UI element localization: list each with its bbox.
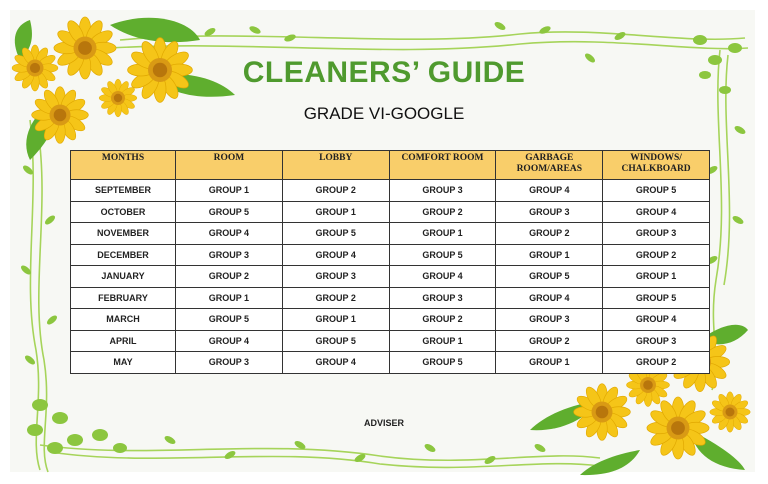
table-cell: GROUP 1: [282, 309, 389, 331]
table-cell: GROUP 4: [176, 330, 283, 352]
table-row: [71, 330, 710, 352]
table-cell: GROUP 1: [496, 244, 603, 266]
header-room: ROOM: [176, 151, 283, 180]
month-cell: OCTOBER: [71, 201, 176, 223]
cleaning-schedule-table: [70, 150, 710, 374]
month-cell: MARCH: [71, 309, 176, 331]
table-cell: GROUP 2: [603, 244, 710, 266]
table-row: [71, 201, 710, 223]
table-cell: GROUP 3: [496, 309, 603, 331]
table-cell: GROUP 1: [389, 223, 496, 245]
month-cell: MAY: [71, 352, 176, 374]
table-cell: GROUP 1: [176, 287, 283, 309]
table-cell: GROUP 1: [282, 201, 389, 223]
table-row: [71, 352, 710, 374]
table-cell: GROUP 5: [603, 180, 710, 202]
table-cell: GROUP 1: [176, 180, 283, 202]
month-cell: SEPTEMBER: [71, 180, 176, 202]
month-cell: NOVEMBER: [71, 223, 176, 245]
table-cell: GROUP 3: [389, 287, 496, 309]
table-cell: GROUP 2: [496, 223, 603, 245]
table-cell: GROUP 4: [496, 287, 603, 309]
table-cell: GROUP 3: [603, 223, 710, 245]
header-lobby: LOBBY: [282, 151, 389, 180]
table-cell: GROUP 5: [282, 330, 389, 352]
month-cell: JANUARY: [71, 266, 176, 288]
header-comfort-room: COMFORT ROOM: [389, 151, 496, 180]
page-subtitle: GRADE VI-GOOGLE: [303, 104, 465, 123]
table-cell: GROUP 2: [282, 287, 389, 309]
table-cell: GROUP 4: [389, 266, 496, 288]
table-cell: GROUP 3: [496, 201, 603, 223]
header-garbage-room: GARBAGE ROOM/AREAS: [496, 151, 603, 180]
adviser-label: ADVISER: [363, 418, 404, 428]
table-cell: GROUP 3: [176, 352, 283, 374]
table-cell: GROUP 5: [389, 352, 496, 374]
month-cell: DECEMBER: [71, 244, 176, 266]
month-cell: FEBRUARY: [71, 287, 176, 309]
table-cell: GROUP 2: [389, 309, 496, 331]
table-cell: GROUP 4: [603, 201, 710, 223]
table-cell: GROUP 2: [389, 201, 496, 223]
table-cell: GROUP 4: [282, 244, 389, 266]
table-cell: GROUP 1: [496, 352, 603, 374]
table-row: [71, 180, 710, 202]
table-row: [71, 266, 710, 288]
table-cell: GROUP 4: [176, 223, 283, 245]
table-cell: GROUP 3: [603, 330, 710, 352]
table-header-row: [71, 151, 710, 180]
header-windows-chalkboard: WINDOWS/ CHALKBOARD: [603, 151, 710, 180]
table-cell: GROUP 5: [176, 309, 283, 331]
table-cell: GROUP 5: [282, 223, 389, 245]
table-cell: GROUP 3: [389, 180, 496, 202]
page-title: CLEANERS’ GUIDE: [242, 56, 526, 89]
table-cell: GROUP 5: [389, 244, 496, 266]
table-cell: GROUP 1: [603, 266, 710, 288]
table-row: [71, 287, 710, 309]
table-cell: GROUP 2: [176, 266, 283, 288]
table-cell: GROUP 4: [496, 180, 603, 202]
table-cell: GROUP 5: [496, 266, 603, 288]
header-months: MONTHS: [71, 151, 176, 180]
table-cell: GROUP 3: [176, 244, 283, 266]
table-cell: GROUP 4: [603, 309, 710, 331]
table-cell: GROUP 5: [603, 287, 710, 309]
table-cell: GROUP 1: [389, 330, 496, 352]
table-row: [71, 244, 710, 266]
table-cell: GROUP 2: [603, 352, 710, 374]
table-row: [71, 223, 710, 245]
month-cell: APRIL: [71, 330, 176, 352]
table-cell: GROUP 3: [282, 266, 389, 288]
table-row: [71, 309, 710, 331]
table-cell: GROUP 5: [176, 201, 283, 223]
table-cell: GROUP 2: [496, 330, 603, 352]
table-cell: GROUP 2: [282, 180, 389, 202]
table-cell: GROUP 4: [282, 352, 389, 374]
